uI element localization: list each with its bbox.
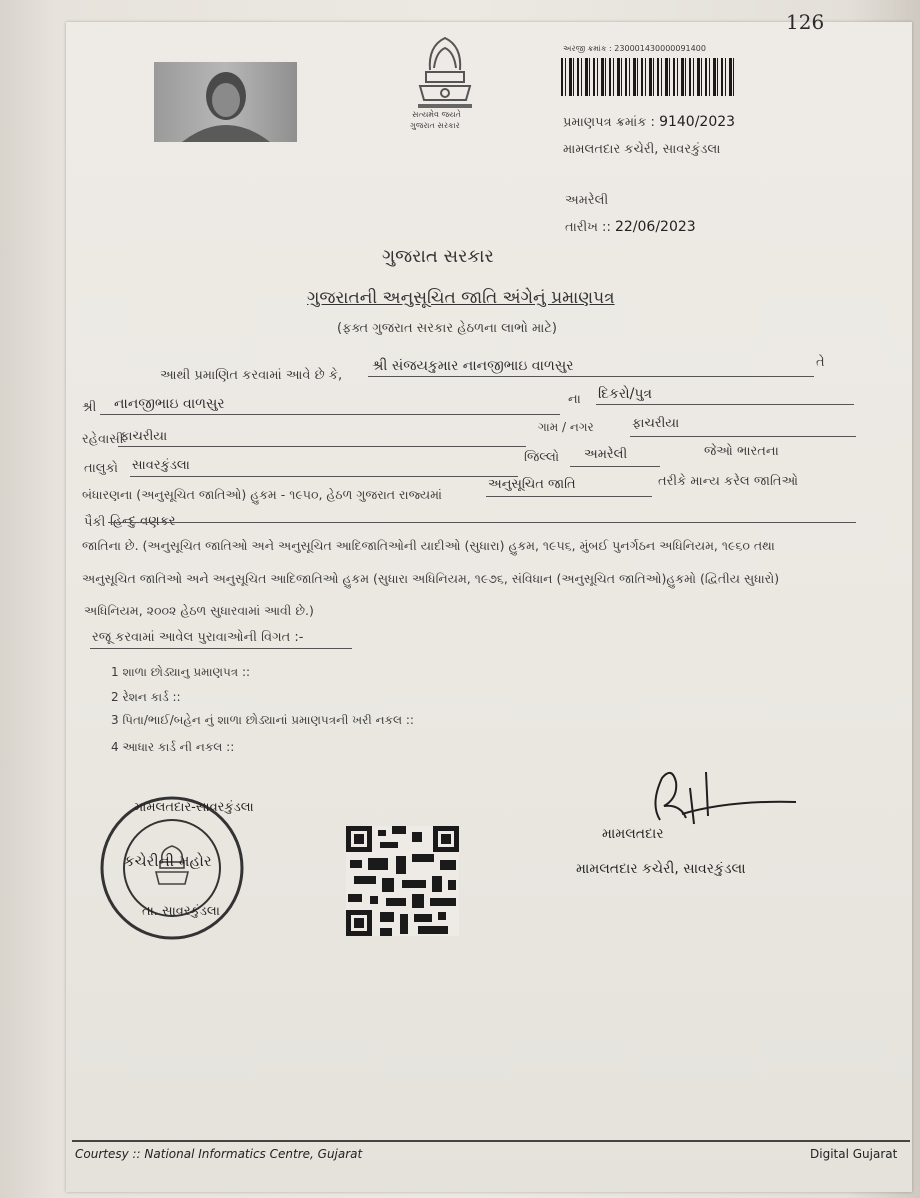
taluka-value: સાવરકુંડલા (132, 458, 190, 473)
village-value: ફાચરીયા (632, 416, 680, 431)
applicant-photo (154, 62, 297, 142)
footer-rule (72, 1140, 910, 1142)
evidence-item-4: 4 આધાર કાર્ડ ની નકલ :: (111, 740, 235, 754)
constitution-text: બંધારણના (અનુસૂચિત જાતિઓ) હુકમ - ૧૯૫૦, હેઠળ ગુજરાત રાજ્યમાં (82, 487, 442, 502)
serial-note: 126 (786, 10, 825, 34)
te-word: તે (816, 355, 825, 370)
evidence-title: રજૂ કરવામાં આવેલ પુરાવાઓની વિગત :- (92, 630, 304, 645)
heading-certificate-title: ગુજરાતની અનુસૂચિત જાતિ અંગેનું પ્રમાણપત્ર (307, 288, 615, 308)
father-name: નાનજીભાઇ વાળસુર (114, 396, 225, 412)
underline-evidence-title (90, 648, 352, 649)
issuer-office-top: મામલતદાર કચેરી, સાવરકુંડલા (563, 142, 721, 157)
evidence-item-2: 2 રેશન કાર્ડ :: (111, 690, 181, 704)
shri-label: શ્રી (82, 400, 97, 415)
footer-brand: Digital Gujarat (810, 1147, 898, 1161)
underline-relation (596, 404, 854, 405)
caste-value: હિન્દુ વણકર (110, 514, 176, 529)
caste-type: અનુસૂચિત જાતિ (488, 477, 576, 492)
seal-middle-text: કચેરીની મહોર (124, 852, 212, 870)
underline-district (570, 466, 660, 467)
para-line-2: અનુસૂચિત જાતિઓ અને અનુસૂચિત આદિજાતિઓ હુકમ (સુધારા અધિનિયમ, ૧૯૭૬, સંવિધાન (અનુસૂચિત જાતિઓ)હુકમો (દ્વિતીય સુધારો) (82, 571, 780, 586)
emblem-caption-2: ગુજરાત સરકાર (410, 121, 460, 130)
application-number-value: 230001430000091400 (614, 44, 706, 53)
india-text: જેઓ ભારતના (704, 444, 779, 459)
evidence-item-1: 1 શાળા છોડ્યાનુ પ્રમાણપત્ર :: (111, 665, 251, 679)
application-number (563, 44, 706, 54)
date-value: 22/06/2023 (614, 219, 696, 235)
lion-capital-icon (404, 30, 486, 110)
underline-caste (108, 522, 856, 523)
evidence-item-3: 3 પિતા/ભાઈ/બહેન નું શાળા છોડ્યાનાં પ્રમાણપત્રની ખરી નકલ :: (111, 713, 414, 727)
office-seal (98, 794, 254, 942)
heading-subtitle: (ફક્ત ગુજરાત સરકાર હેઠળના લાભો માટે) (337, 321, 557, 336)
qr-code (346, 826, 459, 936)
recognized-text: તરીકે માન્ય કરેલ જાતિઓ (658, 474, 799, 489)
district-top: અમરેલી (565, 193, 609, 208)
underline-name (368, 376, 814, 377)
para-line-1: જાતિના છે. (અનુસૂચિત જાતિઓ અને અનુસૂચિત આદિજાતિઓની યાદીઓ (સુધારા) હુકમ, ૧૯૫૬, મુંબઈ પુનર્ગઠન અધિનિયમ, ૧૯૬૦ તથા (82, 538, 775, 553)
underline-village (630, 436, 856, 437)
barcode (561, 58, 737, 96)
state-emblem (404, 30, 486, 134)
seal-bottom-text: તા. સાવરકુંડલા (142, 904, 220, 919)
certificate-number-row (563, 114, 735, 130)
district-label: જિલ્લો (524, 450, 560, 465)
para-line-3: અધિનિયમ, ૨૦૦૨ હેઠળ સુધારવામાં આવી છે.) (84, 603, 314, 618)
underline-caste-type (486, 496, 652, 497)
relation-value: દિકરો/પુત્ર (598, 386, 653, 402)
resident-value: ફાચરીયા (120, 429, 168, 444)
certificate-number-label: પ્રમાણપત્ર ક્રમાંક : (563, 115, 655, 130)
date-label: તારીખ :: (565, 220, 611, 235)
heading-government: ગુજરાત સરકાર (382, 246, 494, 267)
applicant-name: શ્રી સંજયકુમાર નાનજીભાઇ વાળસુર (372, 358, 574, 374)
certify-prefix: આથી પ્રમાણિત કરવામાં આવે છે કે, (160, 368, 343, 383)
underline-resident (118, 446, 526, 447)
certificate-number-value: 9140/2023 (659, 114, 736, 130)
taluka-label: તાલુકો (84, 461, 119, 476)
underline-father (100, 414, 560, 415)
among-label: પૈકી (84, 515, 106, 530)
date-row (565, 219, 696, 235)
application-number-label: અરજી ક્રમાંક : (563, 44, 612, 53)
emblem-caption-1: સત્યમેવ જયતે (412, 110, 461, 119)
na-word: ના (568, 392, 581, 407)
signatory-office: મામલતદાર કચેરી, સાવરકુંડલા (576, 861, 746, 877)
resident-label: રહેવાસી (82, 432, 124, 447)
seal-top-text: મામલતદાર-સાવરકુંડલા (134, 800, 254, 815)
signatory-title: મામલતદાર (602, 826, 664, 842)
footer-courtesy: Courtesy :: National Informatics Centre, Gujarat (75, 1147, 363, 1161)
district-value: અમરેલી (584, 447, 628, 462)
underline-taluka (130, 476, 518, 477)
village-label: ગામ / નગર (538, 420, 594, 434)
